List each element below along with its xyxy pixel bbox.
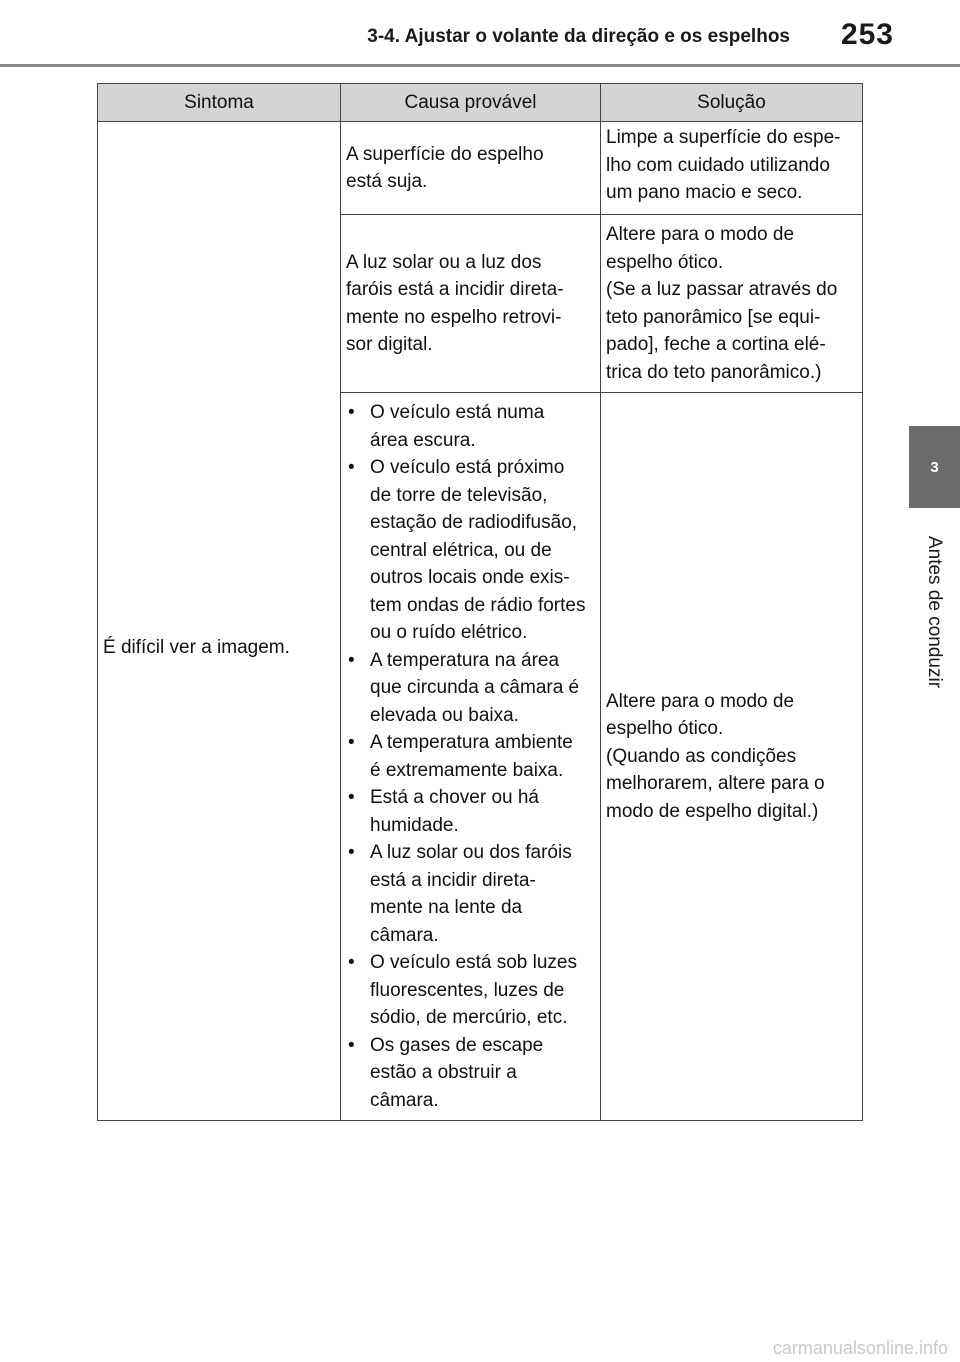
table-row bbox=[98, 122, 863, 215]
header-symptom: Sintoma bbox=[98, 84, 341, 122]
cause-cell bbox=[341, 393, 601, 1121]
header-cause: Causa provável bbox=[341, 84, 601, 122]
troubleshooting-table bbox=[97, 83, 863, 1121]
page-header bbox=[0, 0, 960, 64]
solution-cell: Altere para o modo de espelho ótico. (Se a luz passar através do teto panorâmico [se equi- pado], feche a cortina elé- trica do teto panorâmico.) bbox=[601, 215, 863, 393]
list-item: • Os gases de escape estão a obstruir a câmara. bbox=[346, 1032, 596, 1115]
section-title: 3-4. Ajustar o volante da direção e os espelhos bbox=[367, 26, 790, 47]
list-item: • A luz solar ou dos faróis está a incidir direta- mente na lente da câmara. bbox=[346, 839, 596, 949]
solution-cell: Limpe a superfície do espe- lho com cuidado utilizando um pano macio e seco. bbox=[601, 122, 863, 215]
list-item: • O veículo está numa área escura. bbox=[346, 399, 596, 454]
chapter-tab bbox=[909, 426, 960, 508]
solution-cell: Altere para o modo de espelho ótico. (Quando as condições melhorarem, altere para o modo de espelho digital.) bbox=[601, 393, 863, 1121]
cause-cell: A luz solar ou a luz dos faróis está a incidir direta- mente no espelho retrovi- sor digital. bbox=[341, 215, 601, 393]
chapter-label: Antes de conduzir bbox=[924, 535, 945, 689]
page-number: 253 bbox=[840, 18, 894, 51]
cause-list bbox=[346, 399, 596, 1114]
cause-cell: A superfície do espelho está suja. bbox=[341, 122, 601, 215]
header-solution: Solução bbox=[601, 84, 863, 122]
list-item: • Está a chover ou há humidade. bbox=[346, 784, 596, 839]
table-header-row bbox=[98, 84, 863, 122]
list-item: • A temperatura ambiente é extremamente baixa. bbox=[346, 729, 596, 784]
header-divider bbox=[0, 64, 960, 67]
list-item: • O veículo está sob luzes fluorescentes, luzes de sódio, de mercúrio, etc. bbox=[346, 949, 596, 1032]
list-item: • O veículo está próximo de torre de televisão, estação de radiodifusão, central elétrica, ou de outros locais onde exis- tem ondas de rádio fortes ou o ruído elétrico. bbox=[346, 454, 596, 647]
symptom-cell: É difícil ver a imagem. bbox=[98, 122, 341, 1121]
site-watermark: carmanualsonline.info bbox=[772, 1338, 948, 1358]
list-item: • A temperatura na área que circunda a câmara é elevada ou baixa. bbox=[346, 647, 596, 730]
chapter-number: 3 bbox=[930, 458, 939, 476]
